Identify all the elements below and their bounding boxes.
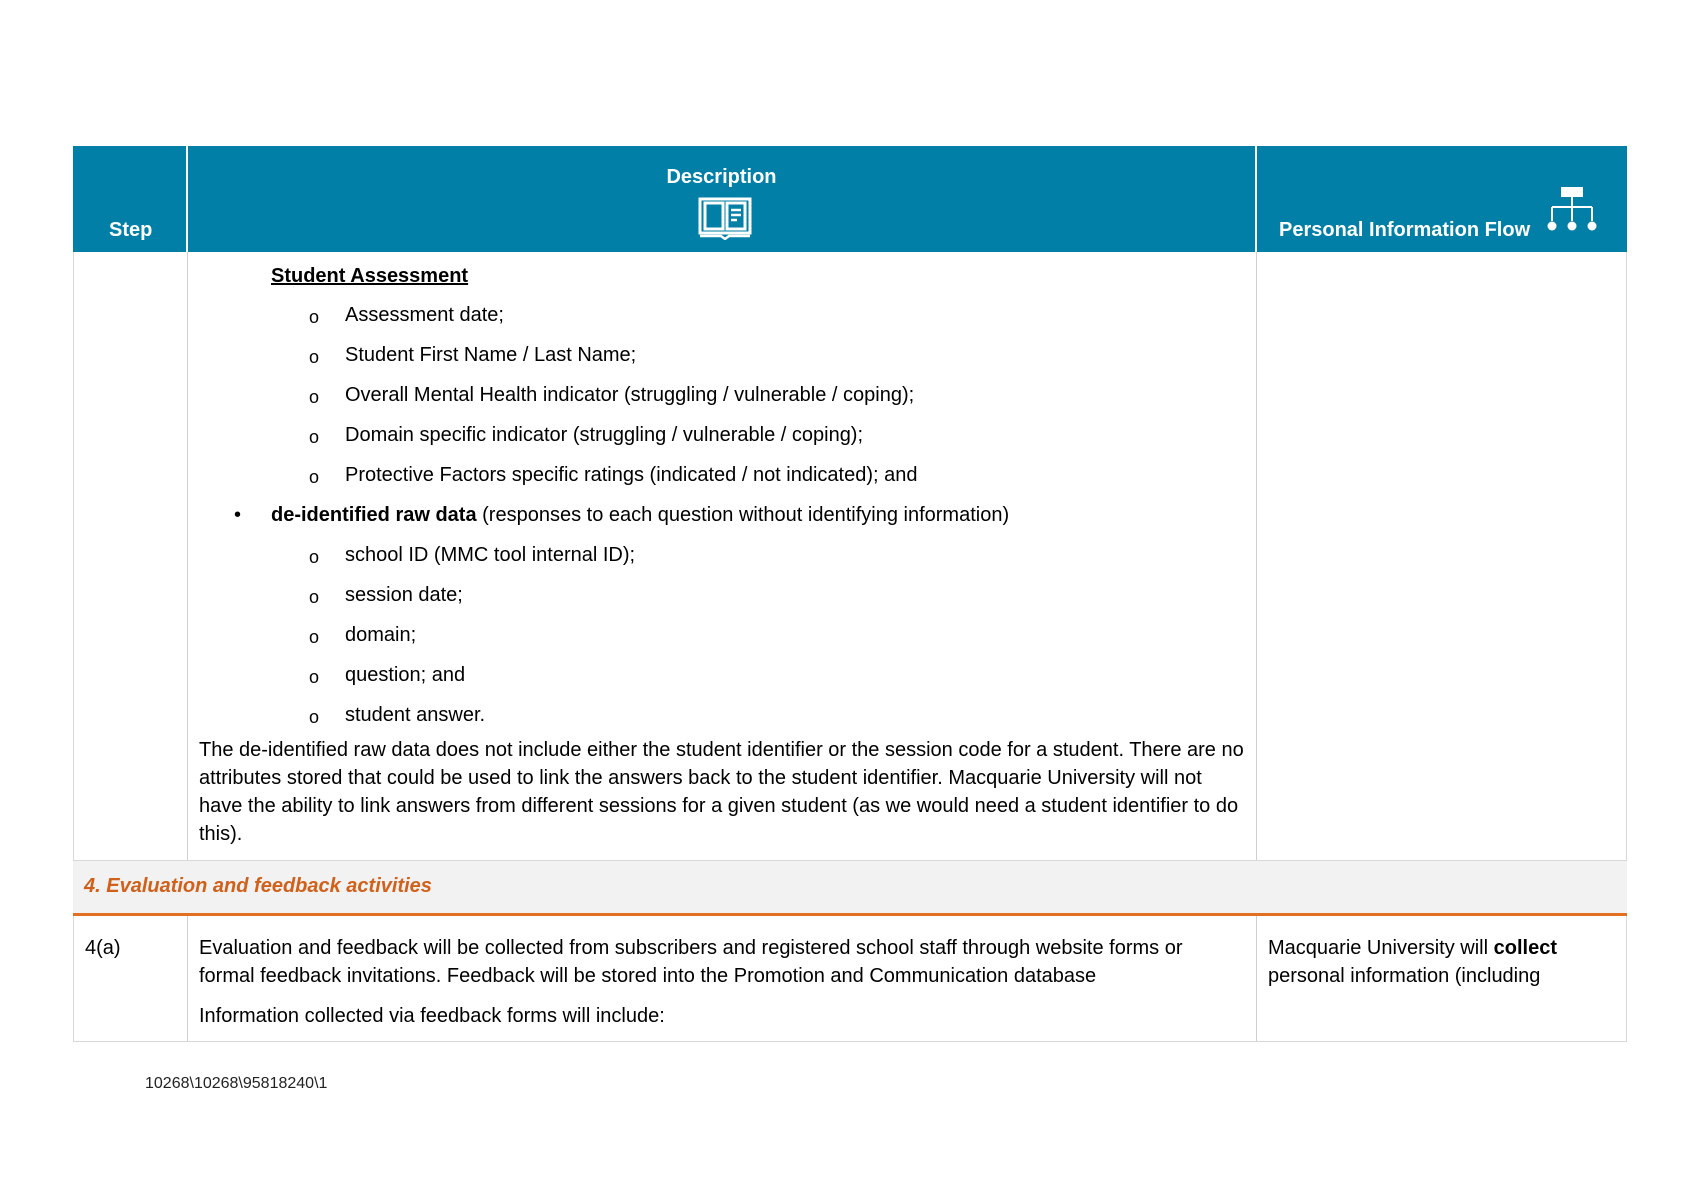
list-item: domain; bbox=[345, 624, 417, 646]
list-item: Overall Mental Health indicator (struggling / vulnerable / coping); bbox=[345, 384, 915, 406]
sub-bullet-icon: o bbox=[309, 427, 320, 447]
deidentified-paragraph: The de-identified raw data does not include either the student identifier or the session code for a student. There are no attributes stored that could be used to link the answers back to the student identifier. Macquarie University will not have the ability to link answers from different sessions for a given student (as we would need a student identifier to do this). bbox=[199, 739, 1244, 845]
list-item: Domain specific indicator (struggling / vulnerable / coping); bbox=[345, 424, 864, 446]
header-flow-cell bbox=[1257, 146, 1627, 252]
section-4-label: 4. Evaluation and feedback activities bbox=[84, 875, 432, 897]
table-header bbox=[73, 146, 1627, 252]
sub-bullet-icon: o bbox=[309, 667, 320, 687]
bullet-icon: • bbox=[234, 504, 242, 526]
step-4a-description: Evaluation and feedback will be collected from subscribers and registered school staff through website forms or formal feedback invitations. Feedback will be stored into the Promotion and Communication database bbox=[199, 937, 1183, 987]
sub-bullet-icon: o bbox=[309, 627, 320, 647]
student-assessment-heading: Student Assessment bbox=[271, 265, 469, 287]
flow-text-pre: Macquarie University will bbox=[1268, 937, 1494, 959]
header-description-label: Description bbox=[666, 166, 777, 188]
sub-bullet-icon: o bbox=[309, 587, 320, 607]
book-icon bbox=[697, 196, 753, 246]
list-item: school ID (MMC tool internal ID); bbox=[345, 544, 636, 566]
header-description-cell bbox=[188, 146, 1257, 252]
table-row-student-assessment bbox=[73, 252, 1627, 861]
list-item: Student First Name / Last Name; bbox=[345, 344, 637, 366]
step-4a-label: 4(a) bbox=[85, 937, 121, 959]
list-item: student answer. bbox=[345, 704, 486, 726]
header-flow-label: Personal Information Flow bbox=[1279, 219, 1531, 241]
header-step-cell bbox=[73, 146, 188, 252]
org-chart-icon bbox=[1546, 187, 1600, 241]
raw-data-bold: de-identified raw data bbox=[271, 504, 477, 526]
flow-text-post: personal information (including bbox=[1268, 965, 1541, 987]
section-4-header bbox=[73, 861, 1627, 916]
raw-data-rest: (responses to each question without identifying information) bbox=[476, 504, 1010, 526]
sub-bullet-icon: o bbox=[309, 347, 320, 367]
sub-bullet-icon: o bbox=[309, 547, 320, 567]
list-item: Protective Factors specific ratings (indicated / not indicated); and bbox=[345, 464, 918, 486]
header-step-label: Step bbox=[109, 219, 153, 241]
table-row-4a bbox=[73, 916, 1627, 1042]
list-item: question; and bbox=[345, 664, 466, 686]
sub-bullet-icon: o bbox=[309, 307, 320, 327]
sub-bullet-icon: o bbox=[309, 467, 320, 487]
step-4a-description-2: Information collected via feedback forms will include: bbox=[199, 1005, 665, 1027]
list-item: Assessment date; bbox=[345, 304, 504, 326]
list-item: session date; bbox=[345, 584, 463, 606]
document-id: 10268\10268\95818240\1 bbox=[145, 1075, 328, 1092]
raw-data-bullet bbox=[271, 503, 1009, 527]
sub-bullet-icon: o bbox=[309, 707, 320, 727]
flow-text-bold: collect bbox=[1493, 937, 1557, 959]
sub-bullet-icon: o bbox=[309, 387, 320, 407]
step-4a-flow bbox=[1268, 934, 1588, 990]
pia-table bbox=[73, 146, 1627, 1042]
